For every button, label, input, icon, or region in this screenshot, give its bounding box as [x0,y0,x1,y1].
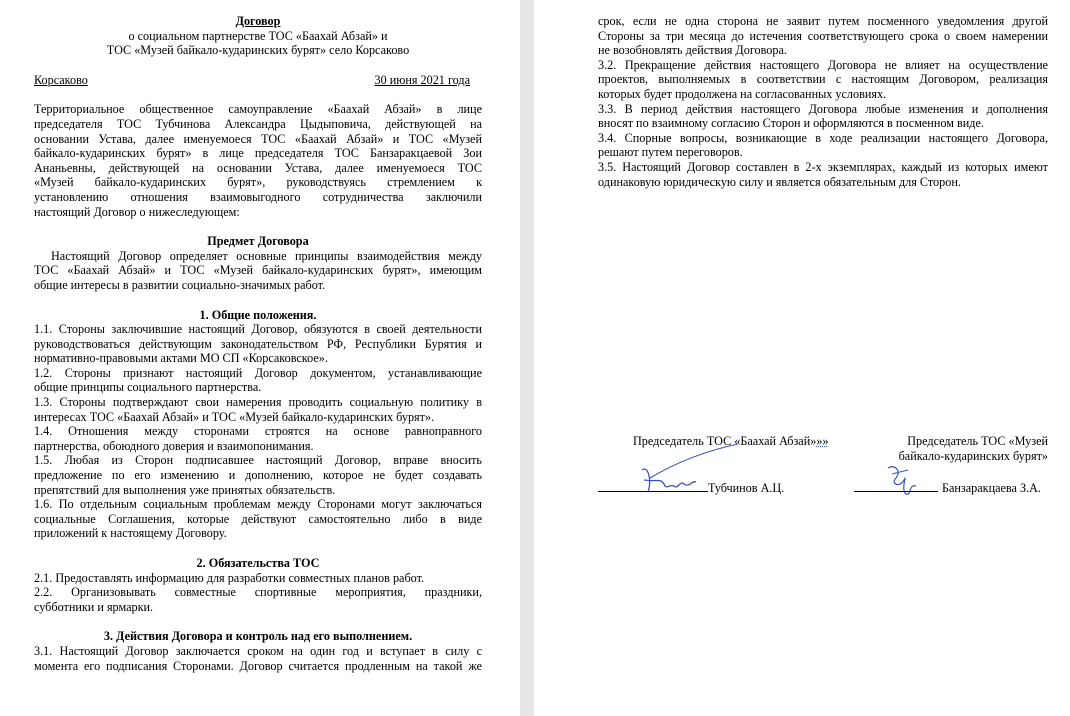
text-line: социальные Соглашения, которые действуют самостоятельно либо в виде [34,511,482,526]
intro-paragraph [34,102,482,219]
text-line: 1.6. По отдельным социальным проблемам между Сторонами могут заключаться [34,497,482,512]
document-subtitle-line-2: ТОС «Музей байкало-кударинских бурят» село Корсаково [106,43,410,58]
document-title: Договор [235,14,281,28]
text-line: «Музей байкало-кударинских бурят», руководствуясь стремлением к [34,175,482,190]
left-signature-line-row [598,480,784,496]
text-line: основании Устава, далее именуемоеся ТОС «Баахай Абзай» и ТОС «Музей [34,131,482,146]
text-line: председателя ТОС Тубчинова Александра Цыдыповича, действующей на [34,116,482,131]
text-line: решают путем переговоров. [598,145,743,160]
section-2-heading: 2. Обязательства ТОС [196,556,320,570]
left-signatory-name: Тубчинов А.Ц. [708,481,785,495]
section-3-heading: 3. Действия Договора и контроль над его выполнением. [103,629,413,644]
subject-heading: Предмет Договора [207,234,309,249]
text-line: нормативно-правовыми актами МО СП «Корсаковское». [34,351,328,366]
text-line: 1.5. Любая из Сторон подписавшее настоящий Договор, вправе вносить [34,453,482,468]
text-line: настоящий Договор о нижеследующем: [34,204,240,219]
date: 30 июня 2021 года [374,72,470,87]
text-line: 2.2. Организовывать совместные спортивные мероприятия, праздники, [34,585,482,600]
place-date-row [34,73,482,88]
text-line: руководствоваться действующим законодательством РФ, Республики Бурятия и [34,336,482,351]
text-line: 2.1. Предоставлять информацию для разработки совместных планов работ. [34,570,425,585]
text-line: Ананьевны, действующей на основании Устава, далее именуемоеся ТОС [34,160,482,175]
left-column [34,14,482,673]
text-line: 1.4. Отношения между сторонами строятся на основе равноправного [34,424,482,439]
right-signatory-name: Банзаракцаева З.А. [942,481,1041,495]
text-line: байкало-кударинских бурят» в лице председателя ТОС Банзаракцаевой Зои [34,146,482,161]
text-line: 1.2. Стороны признают настоящий Договор документом, устанавливающие [34,365,482,380]
text-line: ТОС «Баахай Абзай» и ТОС «Музей байкало-кударинских бурят», имеющим [34,263,482,278]
left-signature-line [598,480,708,492]
text-line: 3.3. В период действия настоящего Договора любые изменения и дополнения [598,101,1048,116]
text-line: проектов, выполняемых в соответствии с настоящим Договором, реализация [598,72,1048,87]
document-subtitle-line-1: о социальном партнерстве ТОС «Баахай Абзай» и [128,28,388,43]
text-line: общие принципы социального партнерства. [34,380,262,395]
text-line: партнерства, обоюдного доверия и взаимопонимания. [34,438,314,453]
right-signatory-title-line-2: байкало-кударинских бурят» [898,448,1048,463]
section-1-heading: 1. Общие положения. [199,307,317,322]
document-page-right [534,0,1070,716]
text-line: не возобновлять действия Договора. [598,43,787,58]
text-line: 3.2. Прекращение действия настоящего Договора не влияет на осуществление [598,57,1048,72]
text-line: субботники и ярмарки. [34,599,154,614]
text-line: препятствий для выполнения уже принятых обязательств. [34,482,336,497]
text-line: 3.4. Спорные вопросы, возникающие в ходе реализации настоящего Договора, [598,130,1048,145]
right-signature-line [854,480,938,492]
text-line: вносят по взаимному согласию Сторон и оформляются в посменном виде. [598,116,984,131]
text-line: срок, если не одна сторона не заявит путем посменного уведомления другой [598,14,1048,28]
text-line: 1.1. Стороны заключившие настоящий Договор, обязуются в своей деятельности [34,322,482,337]
text-line: интересах ТОС «Баахай Абзай» и ТОС «Музей байкало-кударинских бурят». [34,409,435,424]
text-line: 3.1. Настоящий Договор заключается сроком на один год и вступает в силу с [34,643,482,658]
text-line: Настоящий Договор определяет основные принципы взаимодействия между [34,248,482,263]
text-line: Стороны за три месяца до истечения соответствующего срока о своем намерении [598,28,1048,43]
text-line: приложений к настоящему Договору. [34,526,227,541]
right-signatory-title-line-1: Председатель ТОС «Музей [907,434,1048,448]
text-line: Территориальное общественное самоуправление «Баахай Абзай» в лице [34,102,482,117]
text-line: предложение по его изменению и дополнению, которое не будет создавать [34,468,482,483]
place: Корсаково [34,72,88,87]
text-line: общие интересы в развитии социально-значимых работ. [34,277,326,292]
right-signature-line-row [854,480,1041,496]
right-signatory-title [886,434,1048,463]
text-line: которых будет продолжена на согласованных условиях. [598,86,887,101]
left-signatory-title-text: Председатель ТОС «Баахай Абзай» [633,434,817,448]
text-line: 3.5. Настоящий Договор составлен в 2-х экземплярах, каждый из которых имеют [598,159,1048,174]
right-column [598,14,1048,189]
text-line: 1.3. Стороны подтверждают свои намерения проводить социальную политику в [34,395,482,410]
text-line: момента его подписания Сторонами. Договор считается продленным на такой же [34,658,482,673]
text-line: установлению отношения взаимовыгодного сотрудничества заключили [34,189,482,204]
text-line: одинаковую юридическую силу и является обязательным для Сторон. [598,174,961,189]
left-signatory-title-tail: »» [816,434,829,448]
document-page-left [0,0,520,716]
